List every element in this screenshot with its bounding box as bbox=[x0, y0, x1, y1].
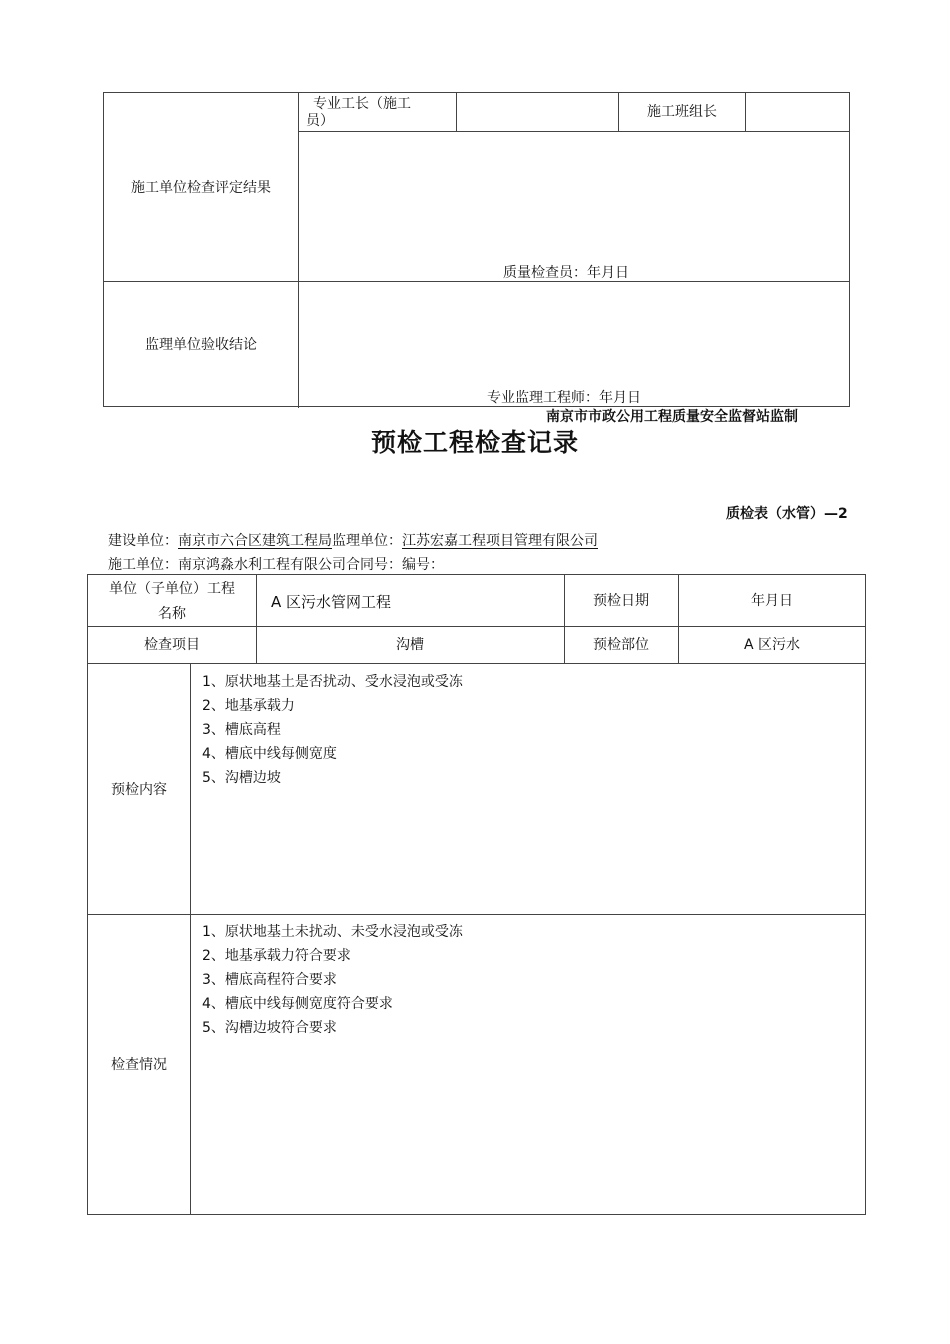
builder-line bbox=[108, 533, 598, 550]
table-divider bbox=[298, 93, 299, 408]
issuer-text: 南京市市政公用工程质量安全监督站监制 bbox=[546, 409, 798, 425]
item-value: 沟槽 bbox=[396, 637, 424, 653]
contractor-label: 施工单位： bbox=[108, 557, 178, 573]
table-divider bbox=[88, 914, 866, 915]
item-label: 检查项目 bbox=[144, 637, 200, 653]
supervision-engineer-sign: 专业监理工程师：年月日 bbox=[487, 390, 641, 406]
list-item: 3、槽底高程符合要求 bbox=[202, 972, 337, 988]
supervision-label: 监理单位验收结论 bbox=[145, 337, 257, 353]
page-title: 预检工程检查记录 bbox=[370, 428, 579, 457]
quality-inspector-sign: 质量检查员：年月日 bbox=[503, 265, 629, 281]
supervisor-value: 江苏宏嘉工程项目管理有限公司 bbox=[402, 533, 598, 549]
check-date-value: 年月日 bbox=[751, 593, 793, 609]
contractor-line bbox=[108, 557, 444, 574]
list-item: 2、地基承载力 bbox=[202, 698, 295, 714]
builder-label: 建设单位： bbox=[108, 533, 178, 549]
table-divider bbox=[88, 626, 866, 627]
list-item: 4、槽底中线每侧宽度 bbox=[202, 746, 337, 762]
team-leader-label: 施工班组长 bbox=[647, 104, 717, 120]
list-item: 4、槽底中线每侧宽度符合要求 bbox=[202, 996, 393, 1012]
list-item: 5、沟槽边坡符合要求 bbox=[202, 1020, 337, 1036]
result-table bbox=[103, 92, 850, 407]
table-divider bbox=[104, 281, 850, 282]
part-label: 预检部位 bbox=[593, 637, 649, 653]
table-divider bbox=[190, 663, 191, 1215]
table-divider bbox=[298, 131, 850, 132]
construction-result-label: 施工单位检查评定结果 bbox=[131, 180, 271, 196]
form-code: 质检表（水管）—2 bbox=[726, 506, 848, 522]
list-item: 2、地基承载力符合要求 bbox=[202, 948, 351, 964]
number-label: 编号： bbox=[402, 557, 444, 573]
unit-name-label-cont: 名称 bbox=[158, 606, 186, 622]
check-date-label: 预检日期 bbox=[593, 593, 649, 609]
list-item: 5、沟槽边坡 bbox=[202, 770, 281, 786]
table-divider bbox=[88, 663, 866, 664]
foreman-label-cont: 员） bbox=[306, 113, 334, 129]
status-label: 检查情况 bbox=[111, 1057, 167, 1073]
list-item: 3、槽底高程 bbox=[202, 722, 281, 738]
inspection-table bbox=[87, 574, 866, 1215]
table-divider bbox=[745, 93, 746, 131]
table-divider bbox=[456, 93, 457, 131]
unit-name-value: A 区污水管网工程 bbox=[271, 593, 392, 611]
part-value: A 区污水 bbox=[743, 637, 801, 653]
list-item: 1、原状地基土是否扰动、受水浸泡或受冻 bbox=[202, 674, 463, 690]
foreman-label: 专业工长（施工 bbox=[313, 96, 411, 112]
supervisor-label: 监理单位： bbox=[332, 533, 402, 549]
content-label: 预检内容 bbox=[111, 782, 167, 798]
list-item: 1、原状地基土未扰动、未受水浸泡或受冻 bbox=[202, 924, 463, 940]
builder-value: 南京市六合区建筑工程局 bbox=[178, 533, 332, 549]
contract-label: 合同号： bbox=[346, 557, 402, 573]
contractor-value: 南京鸿淼水利工程有限公司 bbox=[178, 557, 346, 573]
unit-name-label: 单位（子单位）工程 bbox=[109, 581, 235, 597]
